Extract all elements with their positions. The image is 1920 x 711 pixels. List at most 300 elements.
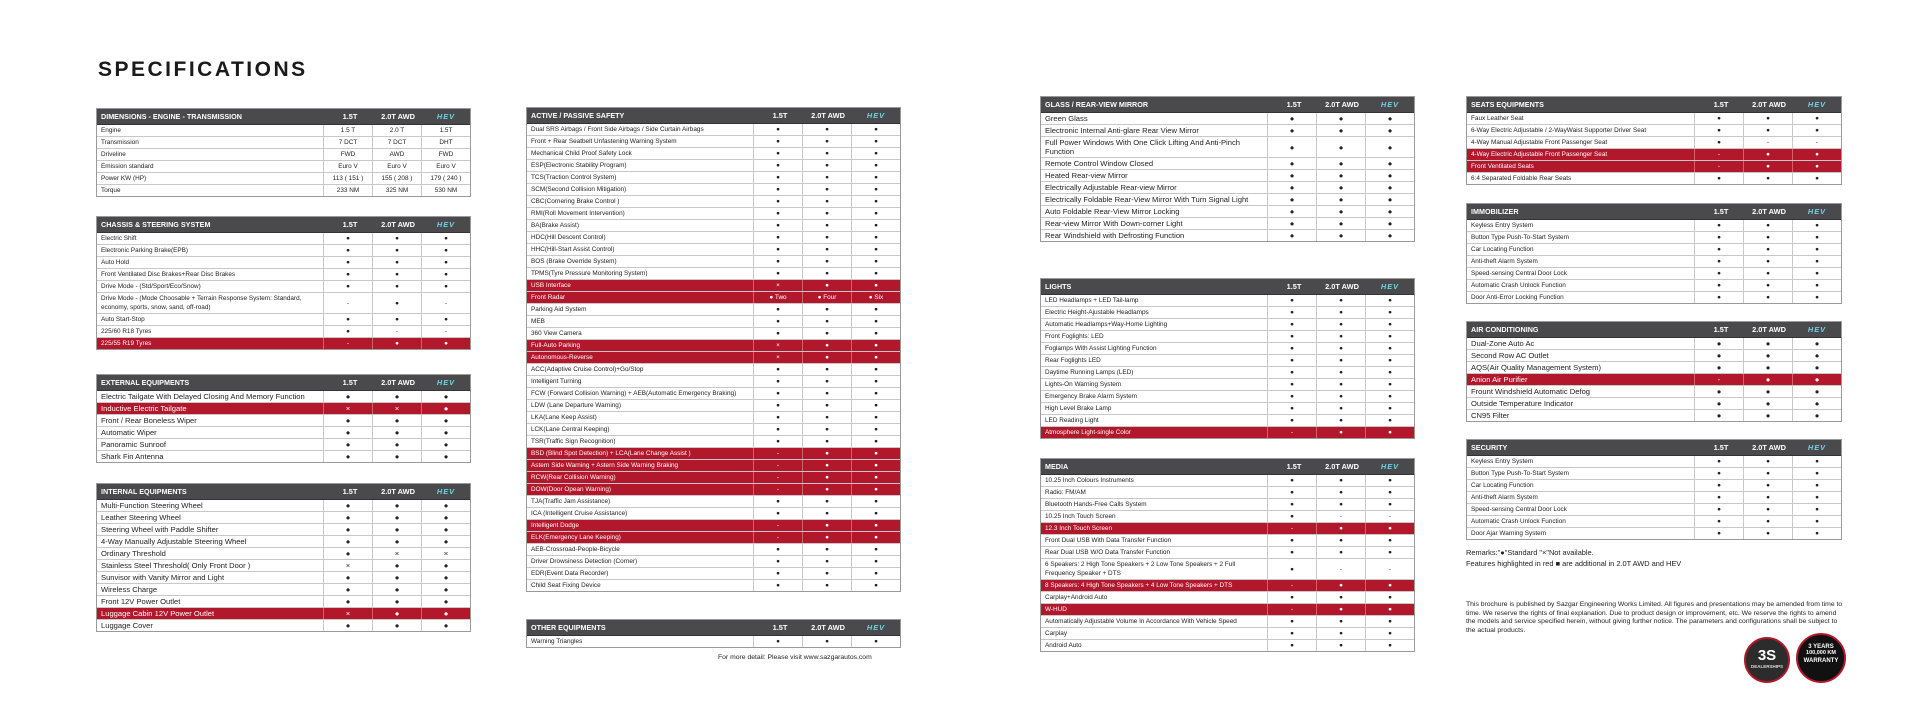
table-row bbox=[1467, 161, 1841, 173]
row-label: Heated Rear-view Mirror bbox=[1045, 171, 1128, 180]
row-label: AQS(Air Quality Management System) bbox=[1471, 363, 1601, 372]
row-label: TSR(Traffic Sign Recognition) bbox=[531, 438, 616, 445]
row-cell: ● bbox=[1365, 182, 1414, 193]
row-cell: ● bbox=[1743, 516, 1792, 527]
table-other bbox=[526, 619, 901, 648]
row-cell: ● bbox=[323, 512, 372, 523]
row-cell: ● bbox=[1316, 206, 1365, 217]
column-header: 2.0T AWD bbox=[1325, 282, 1359, 291]
table-header bbox=[97, 375, 470, 391]
table-lights bbox=[1040, 278, 1415, 439]
row-cell: 530 NM bbox=[421, 185, 470, 196]
row-cell: ● bbox=[1694, 398, 1743, 409]
row-cell: ● bbox=[372, 560, 421, 571]
table-row bbox=[1041, 367, 1414, 379]
row-cell: ● bbox=[1316, 427, 1365, 438]
row-cell: ● bbox=[1267, 628, 1316, 639]
row-cell: ● bbox=[1743, 350, 1792, 361]
column-header: 2.0T AWD bbox=[1752, 443, 1786, 452]
row-cell: ● bbox=[1316, 170, 1365, 181]
row-cell: - bbox=[1316, 511, 1365, 522]
table-header bbox=[1467, 322, 1841, 338]
row-cell: ● bbox=[802, 232, 851, 243]
row-cell: ● bbox=[1694, 244, 1743, 255]
row-label: Inductive Electric Tailgate bbox=[101, 404, 187, 413]
row-label: ACC(Adaptive Cruise Control)+Go/Stop bbox=[531, 366, 644, 373]
row-label: Astern Side Warning + Astern Side Warning Braking bbox=[531, 462, 679, 469]
row-cell: ● bbox=[1316, 535, 1365, 546]
row-cell: ● bbox=[851, 364, 900, 375]
row-cell: ● bbox=[1792, 292, 1841, 303]
row-label: 6:4 Separated Foldable Rear Seats bbox=[1471, 175, 1572, 182]
row-cell: ● bbox=[1365, 137, 1414, 157]
row-cell: × bbox=[421, 548, 470, 559]
row-cell: ● bbox=[1365, 170, 1414, 181]
column-header: HEV bbox=[866, 111, 886, 120]
row-label: Multi-Function Steering Wheel bbox=[101, 501, 203, 510]
row-cell: ● bbox=[1743, 280, 1792, 291]
row-label: 225/60 R18 Tyres bbox=[101, 328, 152, 335]
table-row bbox=[527, 400, 900, 412]
row-cell: ● bbox=[753, 580, 802, 591]
row-cell: ● bbox=[323, 326, 372, 337]
table-row bbox=[1041, 427, 1414, 438]
row-cell: ● bbox=[802, 376, 851, 387]
table-row bbox=[527, 424, 900, 436]
row-cell: - bbox=[372, 326, 421, 337]
row-label: Front Radar bbox=[531, 294, 566, 301]
table-header bbox=[527, 108, 900, 124]
row-cell: ● bbox=[1365, 475, 1414, 486]
row-cell: ● bbox=[1316, 379, 1365, 390]
table-row bbox=[97, 281, 470, 293]
row-cell: ● bbox=[421, 512, 470, 523]
row-cell: ● bbox=[851, 244, 900, 255]
table-row bbox=[1467, 173, 1841, 184]
row-cell: ● bbox=[1792, 362, 1841, 373]
badge-warranty-icon bbox=[1796, 633, 1846, 683]
badge-warranty-top: 3 YEARS bbox=[1808, 644, 1834, 650]
row-cell: ● bbox=[1316, 319, 1365, 330]
row-cell: ● bbox=[1316, 487, 1365, 498]
row-cell: ● bbox=[372, 524, 421, 535]
row-cell: ● bbox=[1316, 230, 1365, 241]
table-row bbox=[1041, 113, 1414, 125]
row-cell: ● bbox=[802, 424, 851, 435]
table-row bbox=[1041, 475, 1414, 487]
row-cell: ● bbox=[802, 172, 851, 183]
row-cell: ● bbox=[1792, 398, 1841, 409]
row-cell: ● bbox=[421, 269, 470, 280]
remarks-line-1: Remarks:"●"Standard "×"Not available. bbox=[1466, 548, 1594, 557]
row-label: Electric Tailgate With Delayed Closing And Memory Function bbox=[101, 392, 305, 401]
row-label: Speed-sensing Central Door Lock bbox=[1471, 506, 1567, 513]
table-row bbox=[527, 148, 900, 160]
table-row bbox=[527, 328, 900, 340]
row-cell: ● bbox=[802, 544, 851, 555]
row-label: 8 Speakers: 4 High Tone Speakers + 4 Low Tone Speakers + DTS bbox=[1045, 582, 1233, 589]
row-cell: ● bbox=[323, 427, 372, 438]
row-cell: ● bbox=[421, 500, 470, 511]
row-cell: - bbox=[1792, 137, 1841, 148]
row-label: EDR(Event Data Recorder) bbox=[531, 570, 609, 577]
row-cell: ● bbox=[802, 556, 851, 567]
table-row bbox=[97, 439, 470, 451]
table-row bbox=[527, 256, 900, 268]
row-label: Auto Foldable Rear-View Mirror Locking bbox=[1045, 207, 1180, 216]
table-row bbox=[97, 403, 470, 415]
row-label: Steering Wheel with Paddle Shifter bbox=[101, 525, 219, 534]
row-cell: ● bbox=[1694, 125, 1743, 136]
row-cell: ● bbox=[421, 596, 470, 607]
row-label: Car Locating Function bbox=[1471, 246, 1534, 253]
table-security bbox=[1466, 439, 1842, 540]
table-row bbox=[97, 584, 470, 596]
row-label: TJA(Traffic Jam Assistance) bbox=[531, 498, 611, 505]
table-row bbox=[527, 136, 900, 148]
row-cell: ● bbox=[802, 268, 851, 279]
row-cell: ● bbox=[753, 208, 802, 219]
table-row bbox=[1041, 319, 1414, 331]
row-cell: 1.5T bbox=[421, 125, 470, 136]
table-row bbox=[97, 536, 470, 548]
row-label: TCS(Traction Control System) bbox=[531, 174, 617, 181]
row-label: Door Anti-Error Locking Function bbox=[1471, 294, 1564, 301]
row-label: Foglamps With Assist Lighting Function bbox=[1045, 345, 1157, 352]
row-label: Front Ventilated Disc Brakes+Rear Disc Brakes bbox=[101, 271, 236, 278]
table-row bbox=[1041, 307, 1414, 319]
row-cell: ● bbox=[802, 220, 851, 231]
row-label: Full-Auto Parking bbox=[531, 342, 581, 349]
row-cell: ● bbox=[323, 584, 372, 595]
row-cell: ● bbox=[421, 608, 470, 619]
table-row bbox=[1467, 232, 1841, 244]
row-label: Wireless Charge bbox=[101, 585, 158, 594]
row-cell: ● bbox=[851, 184, 900, 195]
table-row bbox=[1041, 182, 1414, 194]
table-row bbox=[527, 268, 900, 280]
row-cell: ● bbox=[1792, 232, 1841, 243]
row-cell: ● bbox=[1365, 319, 1414, 330]
row-cell: ● bbox=[1316, 628, 1365, 639]
row-cell: ● bbox=[372, 257, 421, 268]
row-cell: ● bbox=[1267, 113, 1316, 124]
row-cell: ● bbox=[802, 136, 851, 147]
row-cell: ● bbox=[1365, 113, 1414, 124]
row-label: ELK(Emergency Lane Keeping) bbox=[531, 534, 621, 541]
row-cell: 325 NM bbox=[372, 185, 421, 196]
row-cell: ● bbox=[851, 532, 900, 543]
row-cell: ● bbox=[753, 436, 802, 447]
row-label: Front 12V Power Outlet bbox=[101, 597, 181, 606]
row-cell: ● bbox=[421, 584, 470, 595]
row-label: Keyless Entry System bbox=[1471, 222, 1534, 229]
row-cell: ● bbox=[1365, 158, 1414, 169]
row-label: Car Locating Function bbox=[1471, 482, 1534, 489]
column-header: HEV bbox=[1380, 282, 1400, 291]
table-row bbox=[527, 388, 900, 400]
row-cell: - bbox=[1694, 374, 1743, 385]
row-cell: ● bbox=[1743, 256, 1792, 267]
table-row bbox=[1041, 194, 1414, 206]
row-cell: 179 ( 240 ) bbox=[421, 173, 470, 184]
column-header: 2.0T AWD bbox=[1752, 100, 1786, 109]
row-cell: ● bbox=[323, 500, 372, 511]
row-cell: ● bbox=[1365, 415, 1414, 426]
table-row bbox=[97, 572, 470, 584]
column-header: 2.0T AWD bbox=[1752, 325, 1786, 334]
row-label: RMI(Roll Movement Intervention) bbox=[531, 210, 625, 217]
row-cell: ● bbox=[1694, 113, 1743, 124]
table-air-conditioning bbox=[1466, 321, 1842, 422]
row-cell: ● bbox=[372, 245, 421, 256]
row-cell: ● bbox=[851, 280, 900, 291]
row-label: Speed-sensing Central Door Lock bbox=[1471, 270, 1567, 277]
row-cell: ● bbox=[1267, 230, 1316, 241]
column-header: 1.5T bbox=[1286, 100, 1302, 109]
row-cell: × bbox=[753, 340, 802, 351]
row-cell: ● bbox=[1267, 331, 1316, 342]
row-cell: ● bbox=[851, 508, 900, 519]
row-cell: ● bbox=[372, 451, 421, 462]
row-cell: ● bbox=[421, 391, 470, 402]
row-cell: ● bbox=[1365, 592, 1414, 603]
badge-warranty-mid: 100,000 KM bbox=[1806, 650, 1836, 656]
column-header: HEV bbox=[866, 623, 886, 632]
row-cell: ● bbox=[1365, 523, 1414, 534]
row-label: Bluetooth Hands-Free Calls System bbox=[1045, 501, 1147, 508]
row-cell: ● bbox=[372, 281, 421, 292]
row-label: 4-Way Manually Adjustable Steering Wheel bbox=[101, 537, 247, 546]
row-cell: ● bbox=[1694, 173, 1743, 184]
row-cell: - bbox=[421, 326, 470, 337]
row-cell: ● bbox=[1792, 350, 1841, 361]
row-cell: ● bbox=[1267, 535, 1316, 546]
table-chassis bbox=[96, 216, 471, 350]
row-cell: ● bbox=[851, 568, 900, 579]
row-cell: - bbox=[753, 532, 802, 543]
table-row bbox=[1041, 559, 1414, 580]
row-label: LED Headlamps + LED Tail-lamp bbox=[1045, 297, 1139, 304]
row-cell: ● bbox=[851, 460, 900, 471]
row-label: HDC(Hill Descent Control) bbox=[531, 234, 606, 241]
row-label: Drive Mode - (Mode Choosable + Terrain Response System: Standard, economy, sports, snow, sand, off-road) bbox=[101, 295, 302, 311]
table-row bbox=[527, 124, 900, 136]
row-label: W-HUD bbox=[1045, 606, 1067, 613]
row-cell: ● bbox=[802, 340, 851, 351]
row-cell: ● bbox=[802, 256, 851, 267]
table-row bbox=[527, 280, 900, 292]
row-cell: ● bbox=[1267, 415, 1316, 426]
row-cell: ● bbox=[421, 427, 470, 438]
table-row bbox=[1467, 480, 1841, 492]
row-cell: ● bbox=[1743, 161, 1792, 172]
row-label: MEB bbox=[531, 318, 545, 325]
row-cell: Euro V bbox=[372, 161, 421, 172]
column-header: 1.5T bbox=[342, 112, 358, 121]
table-row bbox=[1041, 158, 1414, 170]
row-cell: FWD bbox=[323, 149, 372, 160]
row-cell: ● bbox=[851, 388, 900, 399]
row-cell: ● bbox=[802, 484, 851, 495]
row-cell: ● bbox=[1365, 616, 1414, 627]
row-label: Ordinary Threshold bbox=[101, 549, 166, 558]
table-row bbox=[97, 608, 470, 620]
row-cell: ● bbox=[1792, 456, 1841, 467]
row-cell: ● bbox=[851, 124, 900, 135]
row-cell: ● bbox=[753, 568, 802, 579]
row-cell: ● bbox=[1792, 149, 1841, 160]
page-title: SPECIFICATIONS bbox=[98, 58, 308, 81]
table-row bbox=[527, 172, 900, 184]
column-header: 2.0T AWD bbox=[1325, 100, 1359, 109]
row-label: Electric Shift bbox=[101, 235, 137, 242]
row-cell: ● bbox=[372, 439, 421, 450]
table-row bbox=[97, 524, 470, 536]
table-title: OTHER EQUIPMENTS bbox=[531, 623, 606, 632]
row-cell: ● bbox=[1743, 528, 1792, 539]
row-cell: ● bbox=[421, 314, 470, 325]
row-cell: ● bbox=[1792, 338, 1841, 349]
table-row bbox=[1041, 547, 1414, 559]
table-row bbox=[1041, 415, 1414, 427]
table-header bbox=[527, 620, 900, 636]
row-label: High Level Brake Lamp bbox=[1045, 405, 1112, 412]
row-cell: ● bbox=[802, 400, 851, 411]
table-title: EXTERNAL EQUIPMENTS bbox=[101, 378, 190, 387]
row-label: Emission standard bbox=[101, 163, 154, 170]
row-cell: ● bbox=[802, 328, 851, 339]
row-cell: × bbox=[323, 403, 372, 414]
row-cell: ● bbox=[1694, 220, 1743, 231]
table-row bbox=[1041, 331, 1414, 343]
table-title: CHASSIS & STEERING SYSTEM bbox=[101, 220, 211, 229]
row-cell: ● bbox=[802, 244, 851, 255]
row-cell: ● bbox=[802, 388, 851, 399]
row-cell: ● bbox=[802, 496, 851, 507]
row-cell: ● bbox=[1743, 173, 1792, 184]
row-cell: ● bbox=[1316, 367, 1365, 378]
row-cell: ● bbox=[802, 280, 851, 291]
table-row bbox=[1041, 355, 1414, 367]
row-label: DOW(Door Opean Warning) bbox=[531, 486, 612, 493]
row-label: 360 View Camera bbox=[531, 330, 582, 337]
row-cell: ● bbox=[372, 572, 421, 583]
column-header: 2.0T AWD bbox=[811, 623, 845, 632]
table-row bbox=[527, 568, 900, 580]
row-cell: ● bbox=[1792, 280, 1841, 291]
column-header: HEV bbox=[1807, 207, 1827, 216]
row-cell: 155 ( 208 ) bbox=[372, 173, 421, 184]
row-label: 12.3 Inch Touch Screen bbox=[1045, 525, 1113, 532]
table-row bbox=[97, 293, 470, 314]
table-header bbox=[97, 484, 470, 500]
row-cell: 2.0 T bbox=[372, 125, 421, 136]
table-row bbox=[1467, 398, 1841, 410]
row-label: Remote Control Window Closed bbox=[1045, 159, 1154, 168]
badge-warranty-bottom: WARRANTY bbox=[1803, 658, 1839, 664]
row-cell: - bbox=[753, 520, 802, 531]
table-row bbox=[527, 376, 900, 388]
row-cell: ● bbox=[323, 596, 372, 607]
row-label: LDW (Lane Departure Warning) bbox=[531, 402, 621, 409]
table-row bbox=[1041, 343, 1414, 355]
row-cell: - bbox=[1365, 559, 1414, 579]
table-title: GLASS / REAR-VIEW MIRROR bbox=[1045, 100, 1149, 109]
row-label: Dual SRS Airbags / Front Side Airbags / Side Curtain Airbags bbox=[531, 126, 704, 133]
row-cell: ● bbox=[851, 636, 900, 647]
table-row bbox=[527, 208, 900, 220]
table-row bbox=[1467, 528, 1841, 539]
table-row bbox=[1467, 137, 1841, 149]
row-cell: ● bbox=[1694, 456, 1743, 467]
row-cell: ● bbox=[1267, 592, 1316, 603]
row-cell: ● bbox=[372, 500, 421, 511]
row-cell: ● bbox=[1316, 182, 1365, 193]
table-row bbox=[97, 257, 470, 269]
row-cell: ● bbox=[1694, 528, 1743, 539]
table-row bbox=[527, 364, 900, 376]
row-cell: × bbox=[372, 403, 421, 414]
table-row bbox=[527, 508, 900, 520]
table-row bbox=[97, 451, 470, 462]
table-row bbox=[1467, 268, 1841, 280]
row-cell: ● bbox=[1792, 528, 1841, 539]
table-row bbox=[527, 232, 900, 244]
row-cell: ● bbox=[851, 316, 900, 327]
row-cell: ● bbox=[1316, 125, 1365, 136]
row-label: Button Type Push-To-Start System bbox=[1471, 470, 1569, 477]
row-label: BOS (Brake Override System) bbox=[531, 258, 617, 265]
row-cell: ● bbox=[1365, 499, 1414, 510]
table-row bbox=[97, 314, 470, 326]
table-row bbox=[97, 427, 470, 439]
row-cell: ● bbox=[1365, 125, 1414, 136]
row-cell: ● bbox=[753, 160, 802, 171]
row-cell: 1.5 T bbox=[323, 125, 372, 136]
column-header: 1.5T bbox=[342, 220, 358, 229]
row-cell: ● bbox=[1365, 307, 1414, 318]
row-cell: ● bbox=[372, 293, 421, 313]
row-cell: ● bbox=[1267, 391, 1316, 402]
row-cell: ● bbox=[1267, 218, 1316, 229]
row-cell: ● bbox=[753, 256, 802, 267]
row-cell: ● bbox=[1365, 547, 1414, 558]
table-seats bbox=[1466, 96, 1842, 185]
table-row bbox=[1041, 499, 1414, 511]
row-cell: ● bbox=[1743, 504, 1792, 515]
table-row bbox=[1467, 113, 1841, 125]
table-row bbox=[1467, 256, 1841, 268]
column-header: 2.0T AWD bbox=[1752, 207, 1786, 216]
table-header bbox=[1041, 459, 1414, 475]
row-cell: ● bbox=[1694, 256, 1743, 267]
row-label: Autonomous-Reverse bbox=[531, 354, 593, 361]
column-header: 1.5T bbox=[342, 487, 358, 496]
row-cell: ● bbox=[851, 484, 900, 495]
row-cell: - bbox=[1694, 149, 1743, 160]
row-cell: ● bbox=[802, 184, 851, 195]
row-label: Electronic Parking Brake(EPB) bbox=[101, 247, 189, 254]
table-row bbox=[527, 316, 900, 328]
row-cell: ● bbox=[851, 232, 900, 243]
badge-3s-sublabel: DEALERSHIPS bbox=[1750, 664, 1783, 669]
row-label: Stainless Steel Threshold( Only Front Door ) bbox=[101, 561, 251, 570]
row-cell: - bbox=[1743, 137, 1792, 148]
row-cell: ● bbox=[372, 415, 421, 426]
row-cell: ● bbox=[851, 472, 900, 483]
row-label: ESP(Electronic Stability Program) bbox=[531, 162, 627, 169]
